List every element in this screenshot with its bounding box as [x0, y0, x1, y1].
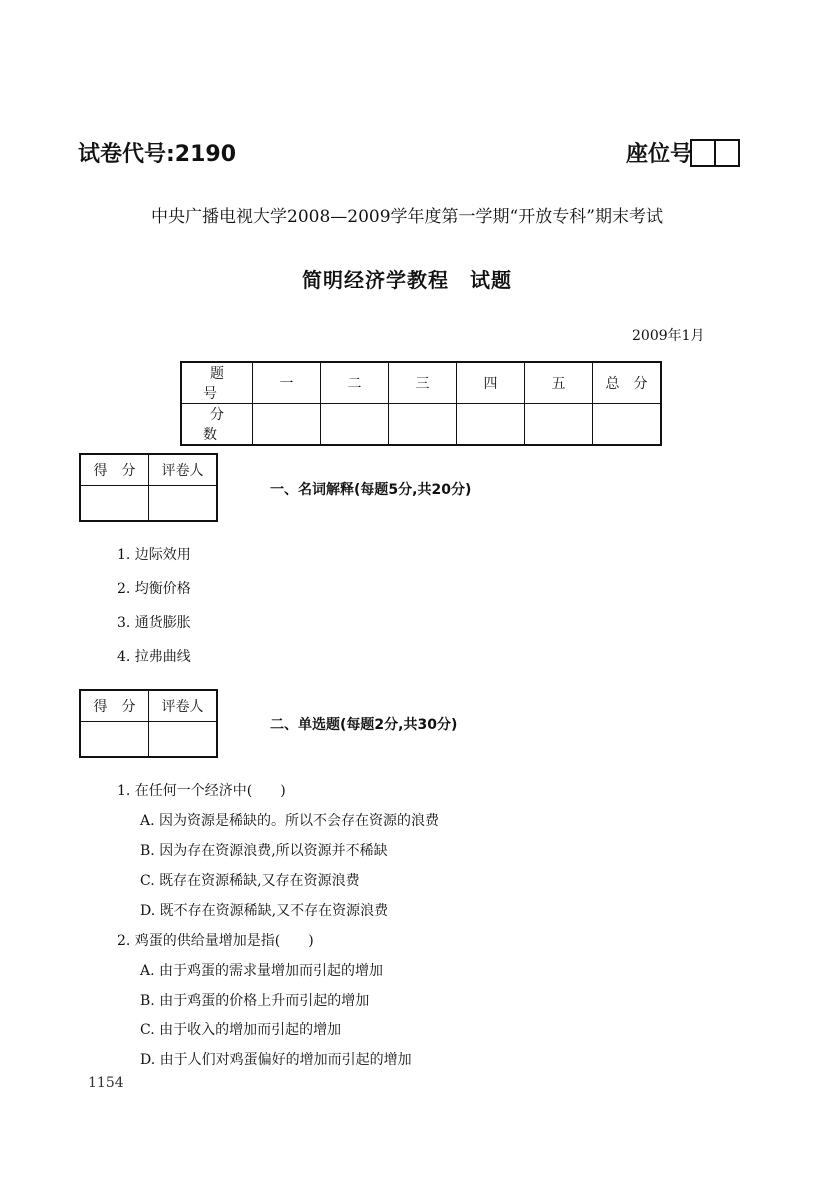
score-table-cell: 三	[389, 362, 457, 404]
grader-name-entry	[149, 486, 218, 522]
seat-label: 座位号	[626, 142, 693, 167]
question-option: B. 因为存在资源浪费,所以资源并不稀缺	[140, 843, 388, 859]
list-item: 3. 通货膨胀	[117, 615, 191, 631]
question-option: D. 既不存在资源稀缺,又不存在资源浪费	[140, 903, 389, 919]
paper-title: 简明经济学教程 试题	[302, 268, 512, 292]
score-table-cell: 一	[253, 362, 321, 404]
seat-box-1	[690, 139, 716, 167]
score-entry-cell	[457, 404, 525, 446]
score-table-cell: 题 号	[181, 362, 253, 404]
score-entry-cell	[593, 404, 662, 446]
exam-date: 2009年1月	[632, 328, 705, 344]
question-option: C. 既存在资源稀缺,又存在资源浪费	[140, 873, 360, 889]
score-table-score-row	[181, 404, 661, 446]
section-2-title: 二、单选题(每题2分,共30分)	[270, 717, 458, 733]
question-option: D. 由于人们对鸡蛋偏好的增加而引起的增加	[140, 1052, 412, 1068]
score-table-cell: 五	[525, 362, 593, 404]
question-option: C. 由于收入的增加而引起的增加	[140, 1022, 342, 1038]
grader-score-label: 得 分	[80, 690, 149, 722]
exam-title: 中央广播电视大学2008—2009学年度第一学期“开放专科”期末考试	[151, 207, 663, 227]
question-option: A. 由于鸡蛋的需求量增加而引起的增加	[140, 963, 384, 979]
seat-number-field	[626, 137, 740, 168]
question-option: A. 因为资源是稀缺的。所以不会存在资源的浪费	[140, 813, 440, 829]
grader-name-label: 评卷人	[149, 690, 218, 722]
list-item: 2. 均衡价格	[117, 581, 191, 597]
list-item: 1. 边际效用	[117, 547, 191, 563]
grader-name-entry	[149, 722, 218, 758]
grader-score-entry	[80, 486, 149, 522]
paper-code: 试卷代号:2190	[78, 142, 237, 167]
section-1-title: 一、名词解释(每题5分,共20分)	[270, 482, 472, 498]
list-item: 4. 拉弗曲线	[117, 649, 191, 665]
score-table-header-row	[181, 362, 661, 404]
grader-score-entry	[80, 722, 149, 758]
page-number: 1154	[88, 1075, 124, 1091]
score-table-cell: 总 分	[593, 362, 662, 404]
grader-score-label: 得 分	[80, 454, 149, 486]
question-option: B. 由于鸡蛋的价格上升而引起的增加	[140, 993, 370, 1009]
grader-box-section-1	[79, 453, 218, 522]
score-table-cell: 二	[321, 362, 389, 404]
score-entry-cell	[389, 404, 457, 446]
score-entry-cell	[321, 404, 389, 446]
score-entry-cell	[525, 404, 593, 446]
question-stem: 2. 鸡蛋的供给量增加是指( )	[117, 933, 314, 949]
seat-box-2	[714, 139, 740, 167]
grader-name-label: 评卷人	[149, 454, 218, 486]
question-stem: 1. 在任何一个经济中( )	[117, 783, 286, 799]
score-table-cell: 四	[457, 362, 525, 404]
grader-box-section-2	[79, 689, 218, 758]
score-table	[180, 361, 662, 446]
score-table-cell: 分 数	[181, 404, 253, 446]
